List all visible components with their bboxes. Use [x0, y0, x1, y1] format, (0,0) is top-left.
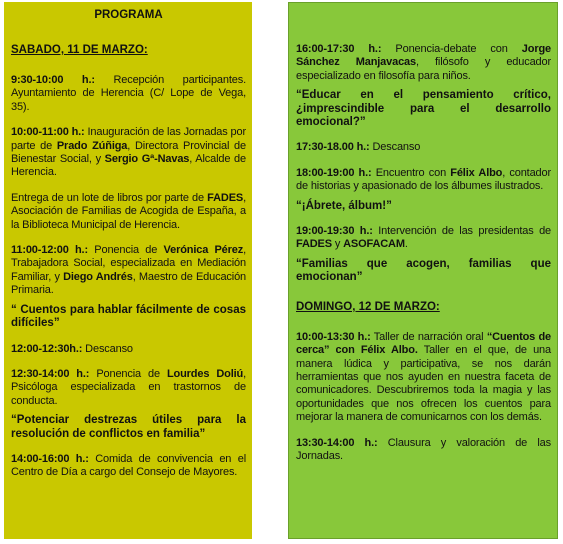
meeting-title: “¡Ábrete, álbum!” [296, 199, 392, 212]
event-book-donation: Entrega de un lote de libros por parte de FADES, Asociación de Familias de Acogida de España, a la Biblioteca Municipal de Herencia. [11, 191, 246, 231]
event-workshop: 10:00-13:30 h.: Taller de narración oral “Cuentos de cerca” con Félix Albo. Taller en el que, de una manera lúdica y participativa, se nos darán herramientas que nos ayuden en nuestra faceta de comunicadores. Descubriremos toda la magia y las oportunidades que nos ofrecen los cuentos para mejorar la manera de comunicarnos con los demás. [296, 330, 552, 424]
event-talk-2: 12:30-14:00 h.: Ponencia de Lourdes Doliú, Psicóloga especializada en trastornos de conducta. [11, 367, 246, 407]
saturday-date: SABADO, 11 DE MARZO: [11, 44, 148, 56]
event-break-2: 17:30-18.00 h.: Descanso [296, 141, 421, 154]
talk-2-title: “Potenciar destrezas útiles para la resolución de conflictos en familia” [11, 414, 246, 440]
event-talk-1: 11:00-12:00 h.: Ponencia de Verónica Pérez, Trabajadora Social, especializada en Mediación Familiar, y Diego Andrés, Maestro de Educación Primaria. [11, 244, 247, 297]
saturday-sunday-panel [288, 2, 558, 539]
sunday-date: DOMINGO, 12 DE MARZO: [296, 300, 440, 313]
debate-title: “Educar en el pensamiento crítico, ¿imprescindible para el desarrollo emocional?” [296, 89, 551, 129]
event-presidents: 19:00-19:30 h.: Intervención de las presidentas de FADES y ASOFACAM. [296, 225, 552, 251]
event-debate: 16:00-17:30 h.: Ponencia-debate con Jorge Sánchez Manjavacas, filósofo y educador especializado en filosofía para niños. [296, 43, 551, 82]
event-break-1: 12:00-12:30h.: Descanso [11, 342, 133, 355]
event-inauguration: 10:00-11:00 h.: Inauguración de las Jornadas por parte de Prado Zúñiga, Directora Provincial de Bienestar Social, y Sergio Gª-Navas, Alcalde de Herencia. [11, 126, 246, 179]
talk-1-title: “ Cuentos para hablar fácilmente de cosas difíciles” [11, 303, 246, 330]
program-title: PROGRAMA [94, 9, 163, 21]
event-lunch: 14:00-16:00 h.: Comida de convivencia en el Centro de Día a cargo del Consejo de Mayores. [11, 452, 246, 479]
event-meeting: 18:00-19:00 h.: Encuentro con Félix Albo, contador de historias y apasionado de los álbumes ilustrados. [296, 166, 551, 193]
event-reception: 9:30-10:00 h.: Recepción participantes. Ayuntamiento de Herencia (C/ Lope de Vega, 35). [11, 74, 246, 113]
event-closing: 13:30-14:00 h.: Clausura y valoración de las Jornadas. [296, 436, 551, 462]
presidents-title: “Familias que acogen, familias que emocionan” [296, 257, 551, 284]
saturday-panel [4, 2, 252, 539]
